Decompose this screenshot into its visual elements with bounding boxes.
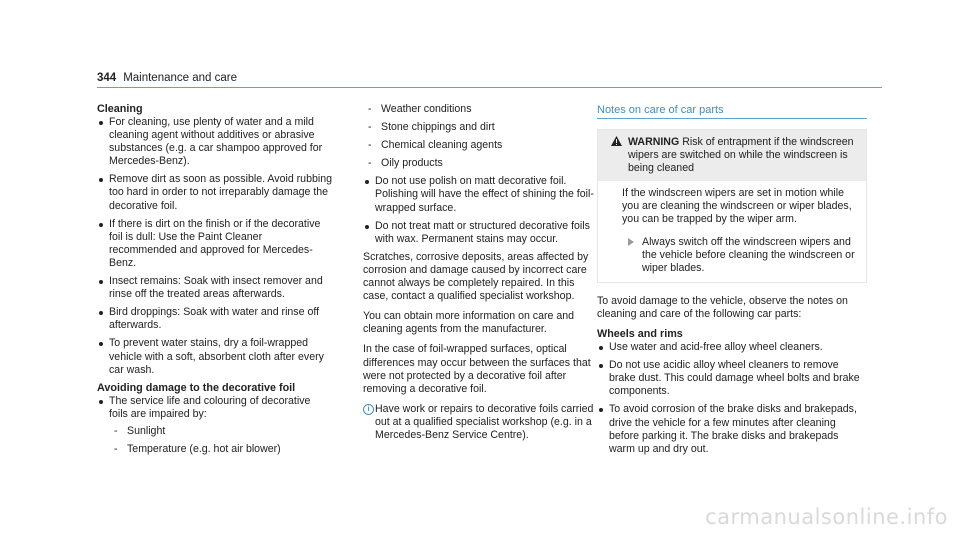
warning-action-text: Always switch off the windscreen wipers and the vehicle before cleaning the windscreen or wiper blades. bbox=[642, 235, 855, 274]
watermark: carmanualsonline.info bbox=[705, 505, 948, 529]
warning-box bbox=[597, 129, 867, 283]
foil-care-list bbox=[363, 175, 598, 245]
sub-list-item: - Chemical cleaning agents bbox=[363, 139, 598, 152]
list-item-text: The service life and colouring of decorative foils are impaired by: bbox=[109, 394, 311, 420]
sub-list-item: - Oily products bbox=[363, 157, 598, 170]
list-item bbox=[97, 395, 332, 456]
column-right bbox=[597, 103, 867, 461]
list-item: Do not use polish on matt decorative foil. Polishing will have the effect of shining the foil-wrapped surface. bbox=[363, 175, 598, 214]
wheels-list bbox=[597, 341, 867, 456]
info-note bbox=[363, 403, 598, 442]
sub-list-continued bbox=[363, 103, 598, 170]
chapter-title: Maintenance and care bbox=[123, 72, 237, 84]
sub-list-item: - Sunlight bbox=[109, 425, 332, 438]
list-item: Insect remains: Soak with insect remover and rinse off the treated areas afterwards. bbox=[97, 275, 332, 301]
list-item: If there is dirt on the finish or if the decorative foil is dull: Use the Paint Cleaner recommended and approved for Mercedes-Benz. bbox=[97, 218, 332, 270]
sub-list-item: - Weather conditions bbox=[363, 103, 598, 116]
column-left bbox=[97, 103, 332, 461]
note-text: Have work or repairs to decorative foils carried out at a qualified specialist workshop (e.g. in a Mercedes-Benz Service Centre). bbox=[375, 402, 594, 441]
list-item: Remove dirt as soon as possible. Avoid rubbing too hard in order to not irreparably damage the decorative foil. bbox=[97, 173, 332, 212]
section-title: Notes on care of car parts bbox=[597, 103, 867, 119]
sub-list bbox=[109, 425, 332, 456]
warning-triangle-icon bbox=[611, 136, 622, 146]
avoiding-damage-list bbox=[97, 395, 332, 456]
list-item: Do not treat matt or structured decorative foils with wax. Permanent stains may occur. bbox=[363, 220, 598, 246]
warning-text: Risk of entrapment if the windscreen wipers are switched on while the windscreen is being cleaned bbox=[628, 136, 854, 175]
column-middle bbox=[363, 103, 598, 442]
warning-word: WARNING bbox=[628, 136, 680, 148]
list-item: To avoid corrosion of the brake disks and brakepads, drive the vehicle for a few minutes after cleaning before parking it. The brake disks and brakepads warm up and dry out. bbox=[597, 403, 867, 455]
paragraph: In the case of foil-wrapped surfaces, optical differences may occur between the surfaces that were not protected by a decorative foil after removing a decorative foil. bbox=[363, 343, 591, 395]
paragraph: You can obtain more information on care and cleaning agents from the manufacturer. bbox=[363, 310, 575, 336]
list-item: Use water and acid-free alloy wheel cleaners. bbox=[597, 341, 867, 354]
wheels-heading: Wheels and rims bbox=[597, 328, 683, 341]
avoiding-damage-heading: Avoiding damage to the decorative foil bbox=[97, 381, 296, 394]
sub-list-item: - Temperature (e.g. hot air blower) bbox=[109, 443, 332, 456]
warning-body bbox=[598, 181, 866, 282]
cleaning-list bbox=[97, 116, 332, 377]
warning-action bbox=[622, 236, 858, 275]
arrow-right-icon bbox=[628, 238, 634, 246]
warning-description: If the windscreen wipers are set in motion while you are cleaning the windscreen or wiper blades, you can be trapped by the wiper arm. bbox=[622, 187, 852, 226]
info-icon: i bbox=[363, 404, 374, 415]
page-header bbox=[97, 71, 882, 88]
list-item: Do not use acidic alloy wheel cleaners to remove brake dust. This could damage wheel bolts and brake components. bbox=[597, 359, 867, 398]
intro-paragraph: To avoid damage to the vehicle, observe the notes on cleaning and care of the following car parts: bbox=[597, 294, 848, 320]
sub-list-item: - Stone chippings and dirt bbox=[363, 121, 598, 134]
warning-header bbox=[598, 130, 866, 181]
cleaning-heading: Cleaning bbox=[97, 103, 143, 115]
list-item: For cleaning, use plenty of water and a mild cleaning agent without additives or abrasive substances (e.g. a car shampoo approved for Mercedes-Benz). bbox=[97, 116, 332, 168]
paragraph: Scratches, corrosive deposits, areas affected by corrosion and damage caused by incorrect care cannot always be completely repaired. In this case, contact a qualified specialist workshop. bbox=[363, 250, 589, 303]
list-item: To prevent water stains, dry a foil-wrapped vehicle with a soft, absorbent cloth after every car wash. bbox=[97, 337, 332, 376]
page-number: 344 bbox=[97, 72, 117, 84]
list-item: Bird droppings: Soak with water and rinse off afterwards. bbox=[97, 306, 332, 332]
